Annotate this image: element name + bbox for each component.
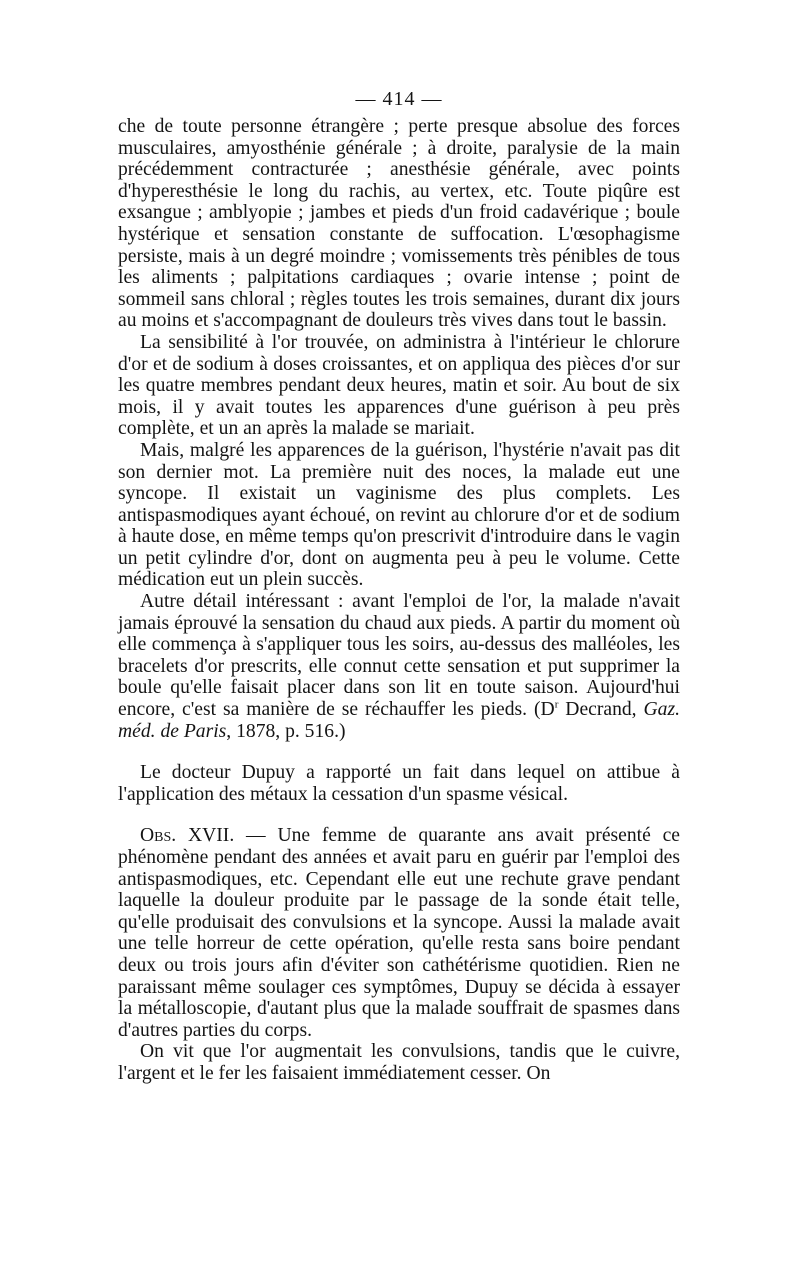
text-run: Autre détail intéressant : avant l'emploi de l'or, la malade n'avait jamais éprouvé la sensation du chaud aux pieds. A partir du moment où elle commença à s'appliquer tous les soirs, au-dessus des malléoles, les bracelets d'or prescrits, elle connut cette sensation et put supprimer la boule qu'elle faisait placer dans son lit en toute saison. Aujourd'hui encore, c'est sa manière de se réchauffer les pieds. (D (118, 591, 680, 721)
text-run: — Une femme de quarante ans avait présenté ce phénomène pendant des années et avait paru en guérir par l'emploi des antispasmodiques, etc. Cependant elle eut une rechute grave pendant laquelle la douleur produite par le passage de la sonde était telle, qu'elle produisait des convulsions et la syncope. Aussi la malade avait une telle horreur de cette opération, qu'elle resta sans boire pendant deux ou trois jours afin d'éviter son cathétérisme quotidien. Rien ne paraissant même soulager ces symptômes, Dupuy se décida à essayer la métalloscopie, d'autant plus que la malade souffrait de spasmes dans d'autres parties du corps. (118, 825, 680, 1041)
superscript: r (554, 698, 559, 711)
text-body (118, 116, 680, 1085)
book-page (118, 86, 680, 1085)
paragraph-p4 (118, 591, 680, 742)
paragraph-gap (118, 805, 680, 825)
paragraph-p5 (118, 762, 680, 805)
text-run: Le docteur Dupuy a rapporté un fait dans lequel on attibue à l'application des métaux la cessation d'un spasme vésical. (118, 762, 680, 805)
text-run: La sensibilité à l'or trouvée, on administra à l'intérieur le chlorure d'or et de sodium à doses croissantes, et on appliqua des pièces d'or sur les quatre membres pendant deux heures, matin et soir. Au bout de six mois, il y avait toutes les apparences d'une guérison à peu près complète, et un an après la malade se mariait. (118, 331, 680, 440)
text-run: che de toute personne étrangère ; perte presque absolue des forces musculaires, amyosthénie générale ; à droite, paralysie de la main précédemment contracturée ; anesthésie générale, avec points d'hyperesthésie le long du rachis, au vertex, etc. Toute piqûre est exsangue ; amblyopie ; jambes et pieds d'un froid cadavérique ; boule hystérique et sensation constante de suffocation. L'œsophagisme persiste, mais à un degré moindre ; vomissements très pénibles de tous les aliments ; palpitations cardiaques ; ovarie intense ; point de sommeil sans chloral ; règles toutes les trois semaines, durant dix jours au moins et s'accompagnant de douleurs très vives dans tout le bassin. (118, 116, 680, 332)
page-number: — 414 — (355, 88, 443, 110)
citation-title: Gaz. méd. de Paris (118, 699, 680, 742)
text-run: Decrand, (558, 699, 644, 721)
paragraph-p1 (118, 116, 680, 332)
text-run: Mais, malgré les apparences de la guérison, l'hystérie n'avait pas dit son dernier mot. La première nuit des noces, la malade eut une syncope. Il existait un vaginisme des plus complets. Les antispasmodiques ayant échoué, on revint au chlorure d'or et de sodium à haute dose, en même temps qu'on prescrivit d'introduire dans le vagin un petit cylindre d'or, dont on augmenta peu à peu le volume. Cette médication eut un plein succès. (118, 439, 680, 591)
text-run: On vit que l'or augmentait les convulsions, tandis que le cuivre, l'argent et le fer les faisaient immédiatement cesser. On (118, 1041, 680, 1084)
paragraph-p6 (118, 825, 680, 1041)
paragraph-p2 (118, 332, 680, 440)
text-run: , 1878, p. 516.) (226, 720, 346, 742)
paragraph-p7 (118, 1041, 680, 1084)
observation-label: Obs. XVII. (140, 825, 235, 847)
paragraph-p3 (118, 440, 680, 591)
paragraph-gap (118, 742, 680, 762)
